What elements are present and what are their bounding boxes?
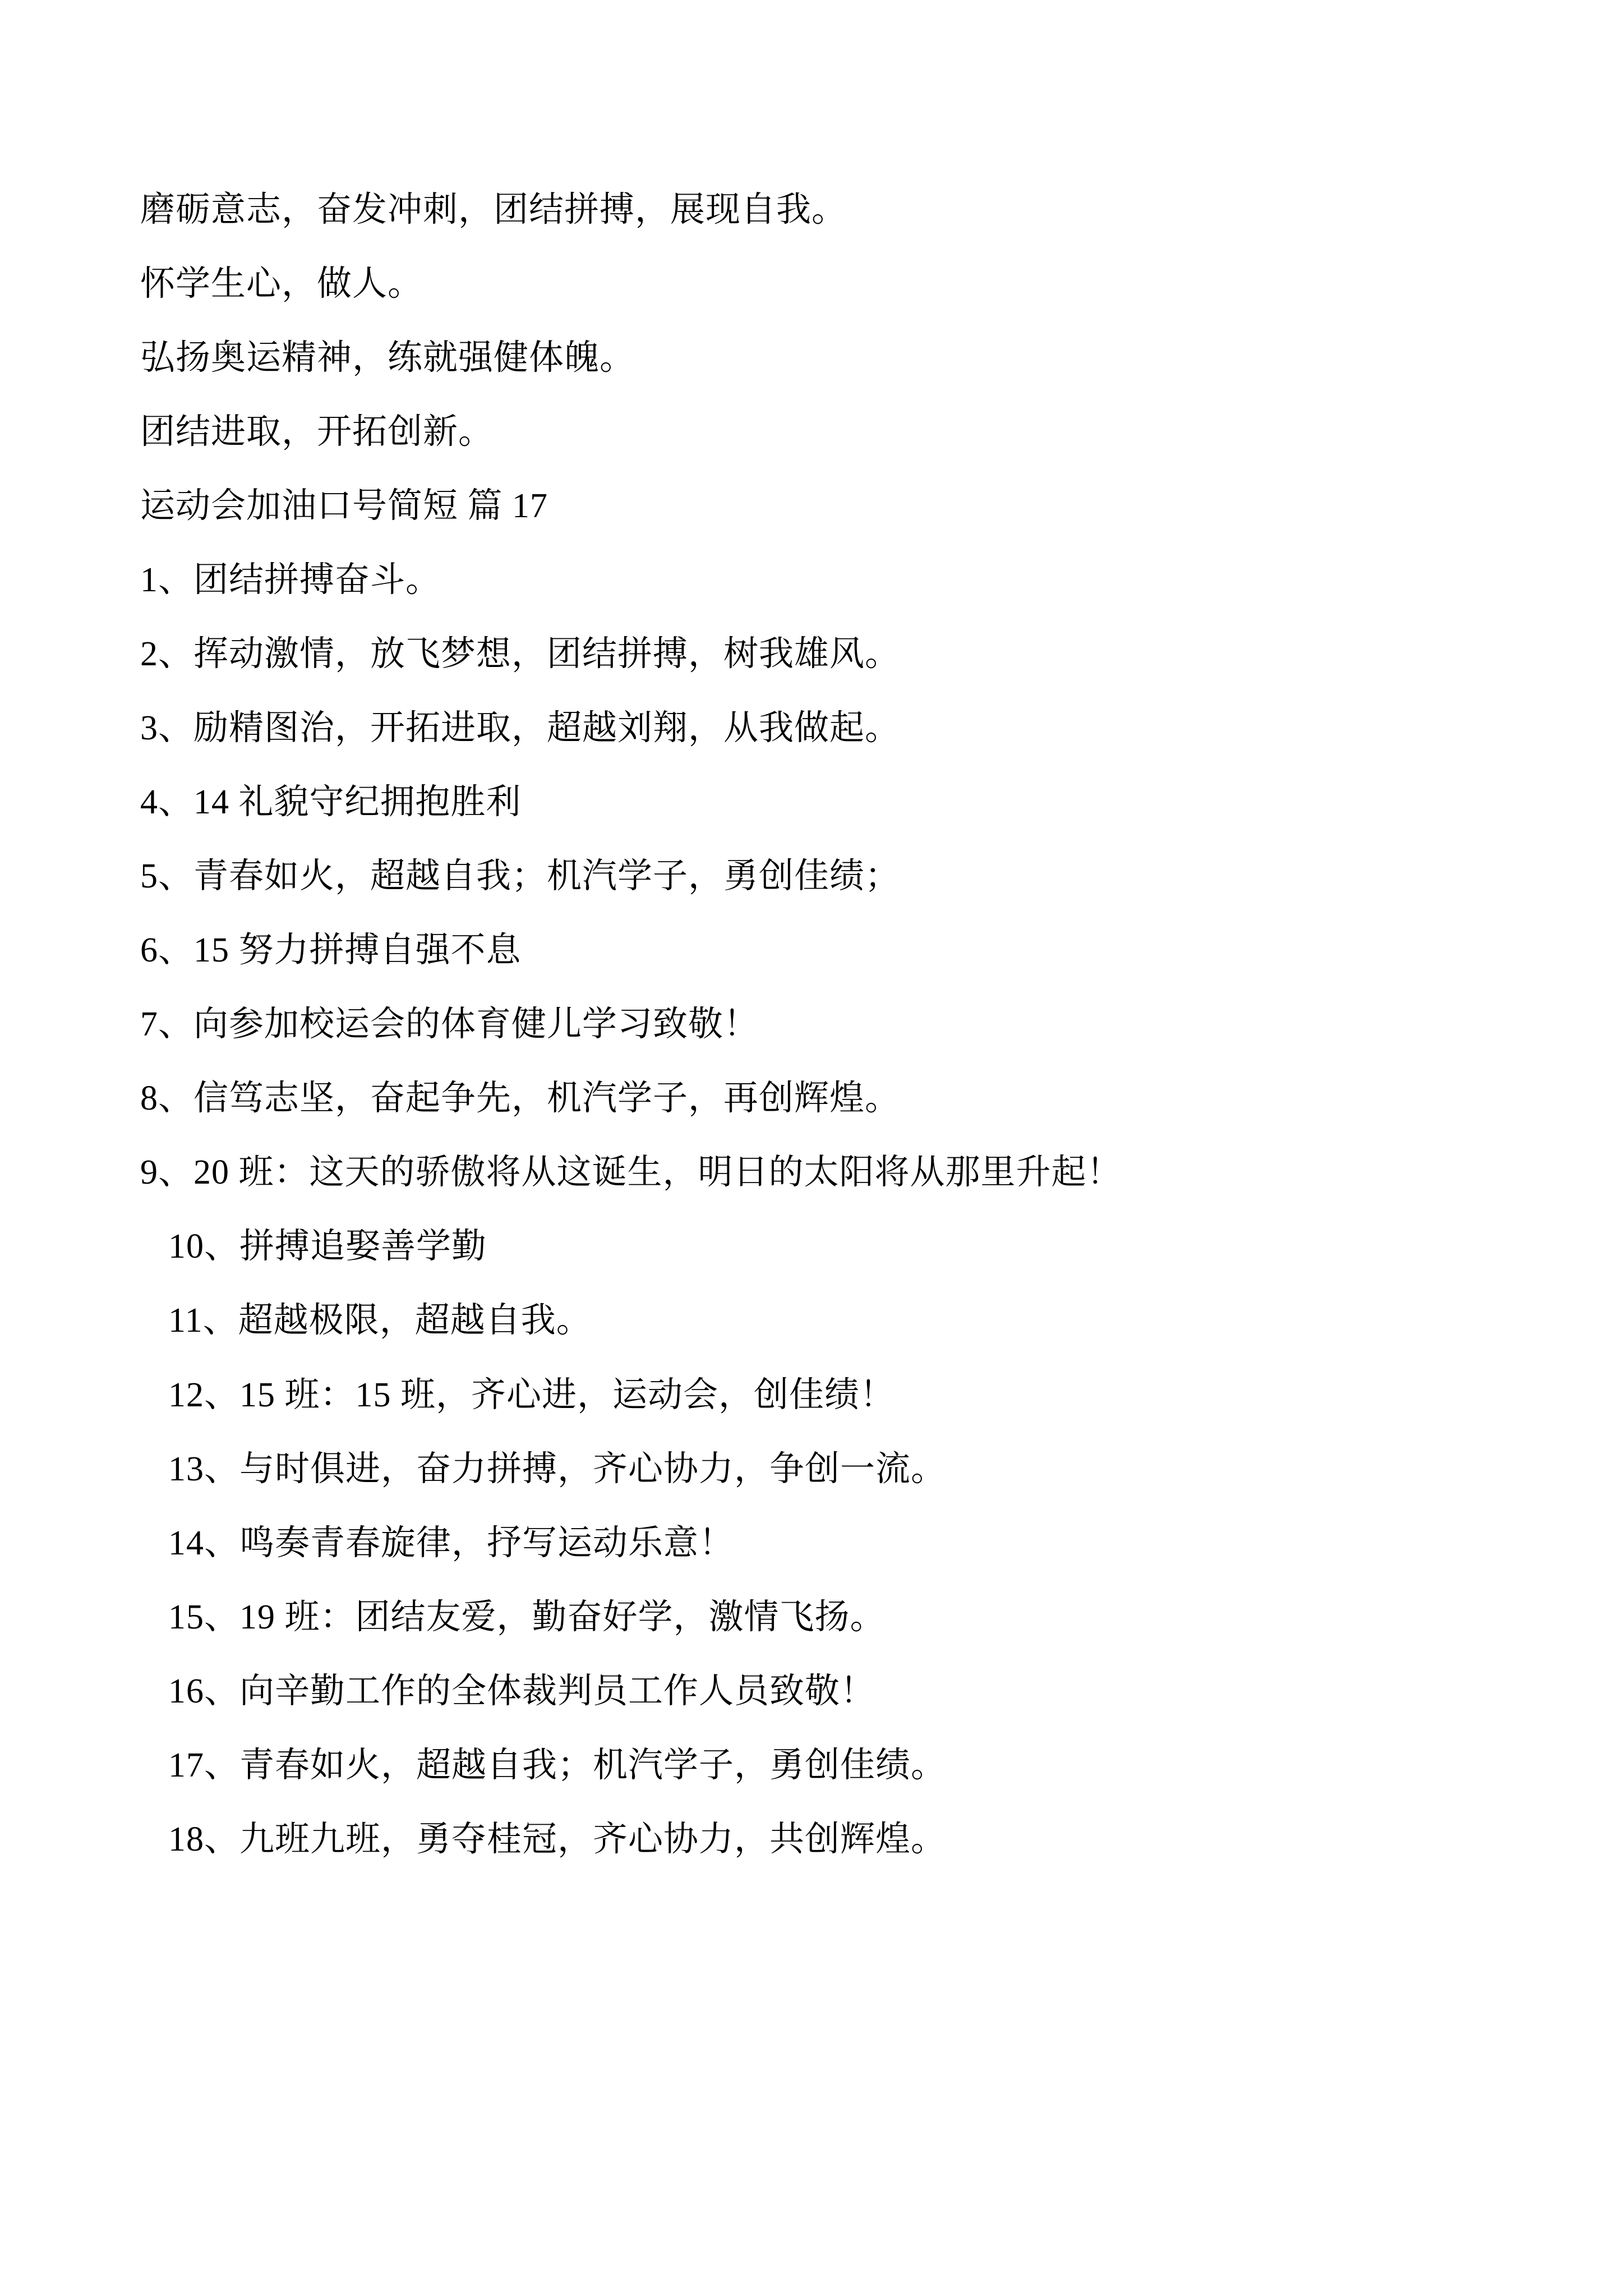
list-item: 12、15 班：15 班，齐心进，运动会，创佳绩！: [168, 1375, 896, 1414]
list-item: 16、向辛勤工作的全体裁判员工作人员致敬！: [168, 1672, 876, 1710]
list-item: 1、团结拼搏奋斗。: [140, 561, 441, 600]
list-item: 18、九班九班，勇夺桂冠，齐心协力，共创辉煌。: [168, 1820, 947, 1858]
list-item: 3、励精图治，开拓进取，超越刘翔，从我做起。: [140, 709, 901, 748]
paragraph: 团结进取，开拓创新。: [140, 413, 494, 452]
list-item: 9、20 班：这天的骄傲将从这诞生，明日的太阳将从那里升起！: [140, 1153, 1122, 1192]
list-item: 10、拼搏追娶善学勤: [168, 1227, 487, 1266]
list-item: 15、19 班：团结友爱，勤奋好学，激情飞扬。: [168, 1598, 886, 1636]
list-item: 5、青春如火，超越自我；机汽学子，勇创佳绩；: [140, 857, 901, 896]
list-item: 17、青春如火，超越自我；机汽学子，勇创佳绩。: [168, 1746, 947, 1784]
list-item: 8、信笃志坚，奋起争先，机汽学子，再创辉煌。: [140, 1079, 901, 1118]
paragraph: 怀学生心，做人。: [140, 265, 423, 303]
list-item: 6、15 努力拼搏自强不息: [140, 931, 522, 970]
list-item: 2、挥动激情，放飞梦想，团结拼搏，树我雄风。: [140, 635, 901, 674]
section-heading: 运动会加油口号简短 篇 17: [140, 487, 548, 526]
paragraph: 磨砺意志，奋发冲刺，团结拼搏，展现自我。: [140, 191, 847, 229]
document-body: [140, 185, 1483, 1864]
list-item: 14、鸣奏青春旋律，抒写运动乐意！: [168, 1524, 735, 1562]
paragraph: 弘扬奥运精神，练就强健体魄。: [140, 339, 635, 378]
list-item: 11、超越极限，超越自我。: [168, 1301, 592, 1340]
list-item: 7、向参加校运会的体育健儿学习致敬！: [140, 1005, 759, 1044]
list-item: 4、14 礼貌守纪拥抱胜利: [140, 783, 522, 822]
list-item: 13、与时俱进，奋力拼搏，齐心协力，争创一流。: [168, 1450, 947, 1488]
